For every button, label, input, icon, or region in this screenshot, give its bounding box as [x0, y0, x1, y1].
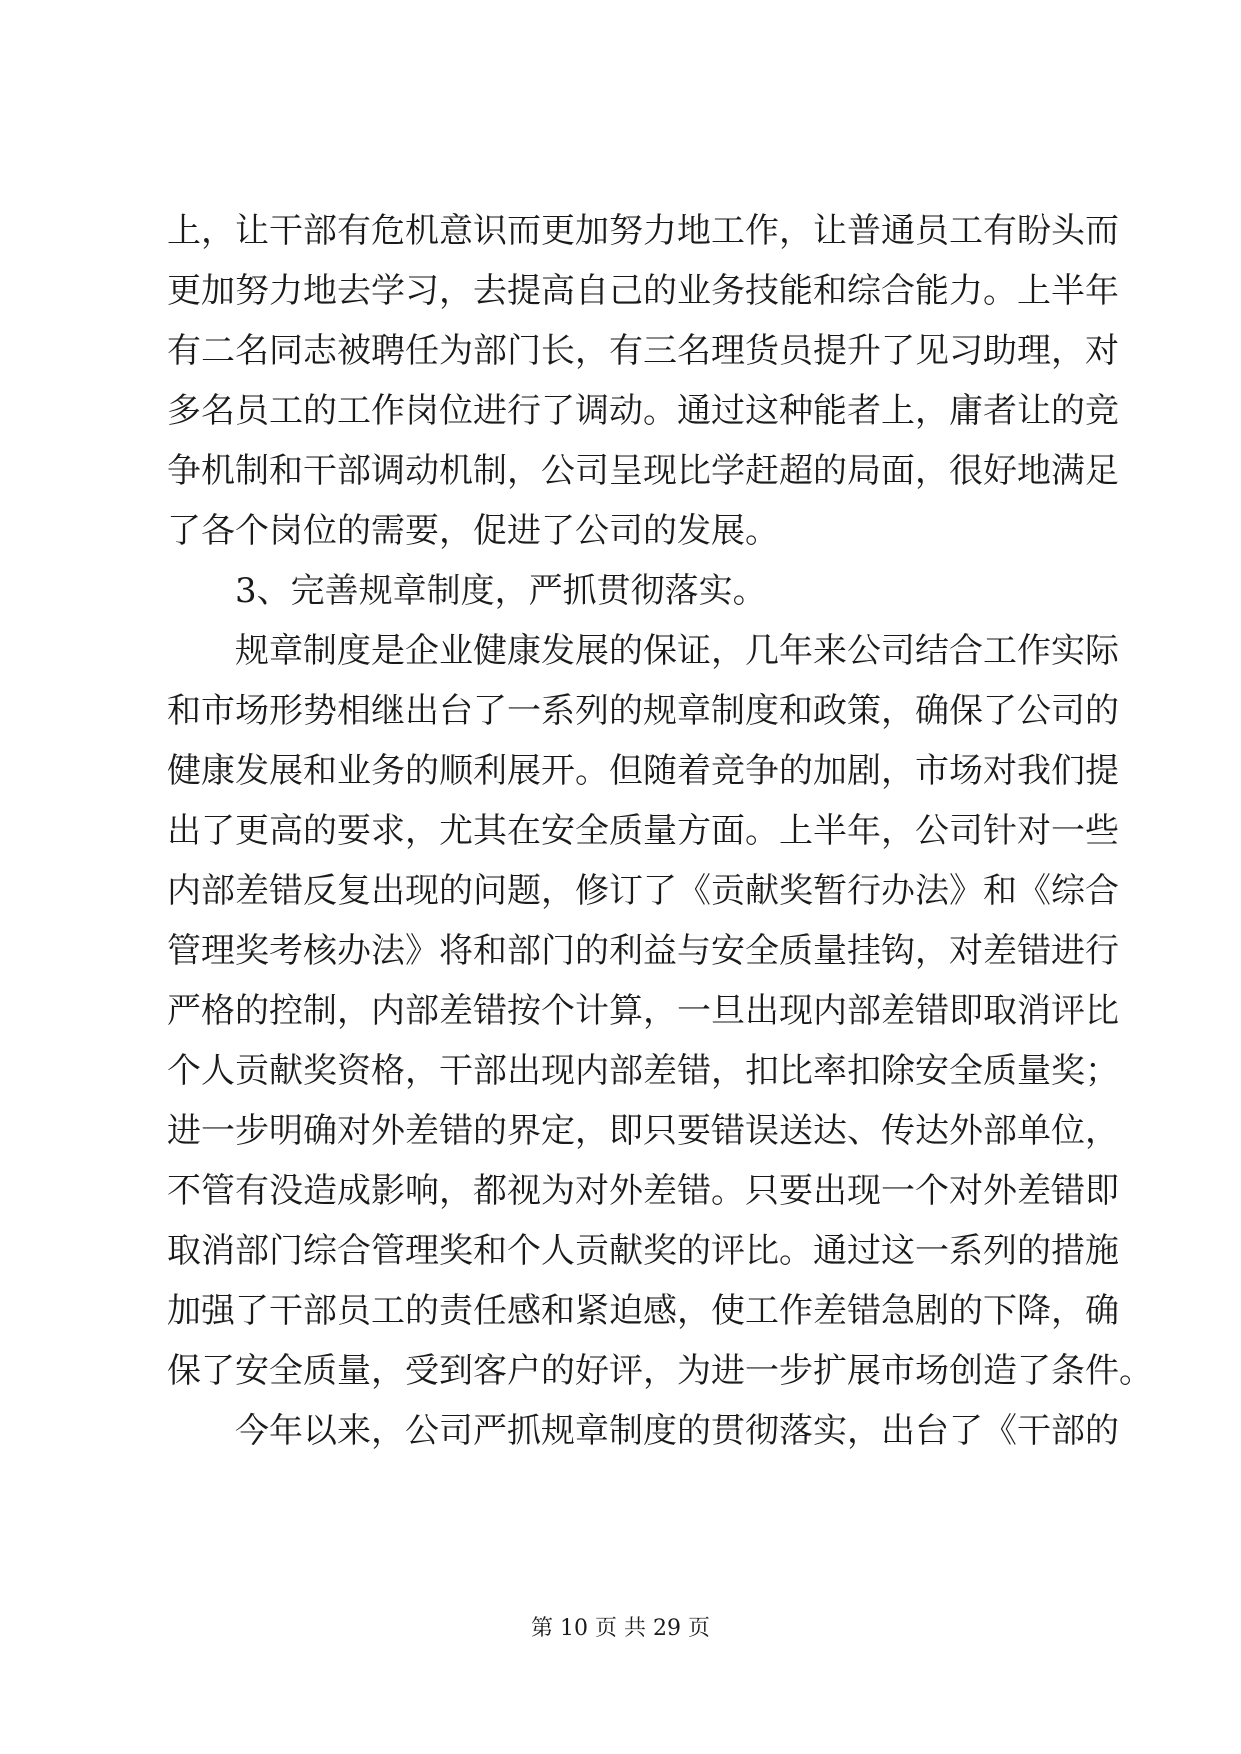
text-line: 管理奖考核办法》将和部门的利益与安全质量挂钩，对差错进行: [167, 931, 1119, 971]
text-line: 进一步明确对外差错的界定，即只要错误送达、传达外部单位，: [167, 1111, 1119, 1151]
section-heading: 3、完善规章制度，严抓贯彻落实。: [235, 571, 767, 611]
text-line: 个人贡献奖资格，干部出现内部差错，扣比率扣除安全质量奖；: [167, 1051, 1119, 1091]
text-line: 内部差错反复出现的问题，修订了《贡献奖暂行办法》和《综合: [167, 871, 1119, 911]
text-line: 今年以来，公司严抓规章制度的贯彻落实，出台了《干部的: [235, 1411, 1119, 1451]
text-line: 严格的控制，内部差错按个计算，一旦出现内部差错即取消评比: [167, 991, 1119, 1031]
text-line: 规章制度是企业健康发展的保证，几年来公司结合工作实际: [235, 631, 1119, 671]
text-line: 争机制和干部调动机制，公司呈现比学赶超的局面，很好地满足: [167, 451, 1119, 491]
text-line: 取消部门综合管理奖和个人贡献奖的评比。通过这一系列的措施: [167, 1231, 1119, 1271]
text-line: 健康发展和业务的顺利展开。但随着竞争的加剧，市场对我们提: [167, 751, 1119, 791]
text-line: 和市场形势相继出台了一系列的规章制度和政策，确保了公司的: [167, 691, 1119, 731]
text-line: 不管有没造成影响，都视为对外差错。只要出现一个对外差错即: [167, 1171, 1119, 1211]
text-line: 出了更高的要求，尤其在安全质量方面。上半年，公司针对一些: [167, 811, 1119, 851]
text-line: 更加努力地去学习，去提高自己的业务技能和综合能力。上半年: [167, 271, 1119, 311]
text-line: 上，让干部有危机意识而更加努力地工作，让普通员工有盼头而: [167, 211, 1119, 251]
text-line: 有二名同志被聘任为部门长，有三名理货员提升了见习助理，对: [167, 331, 1119, 371]
text-line: 保了安全质量，受到客户的好评，为进一步扩展市场创造了条件。: [167, 1351, 1153, 1391]
text-line: 加强了干部员工的责任感和紧迫感，使工作差错急剧的下降，确: [167, 1291, 1119, 1331]
text-line: 多名员工的工作岗位进行了调动。通过这种能者上，庸者让的竞: [167, 391, 1119, 431]
text-line: 了各个岗位的需要，促进了公司的发展。: [167, 511, 779, 551]
page-number-footer: 第 10 页 共 29 页: [531, 1616, 710, 1641]
